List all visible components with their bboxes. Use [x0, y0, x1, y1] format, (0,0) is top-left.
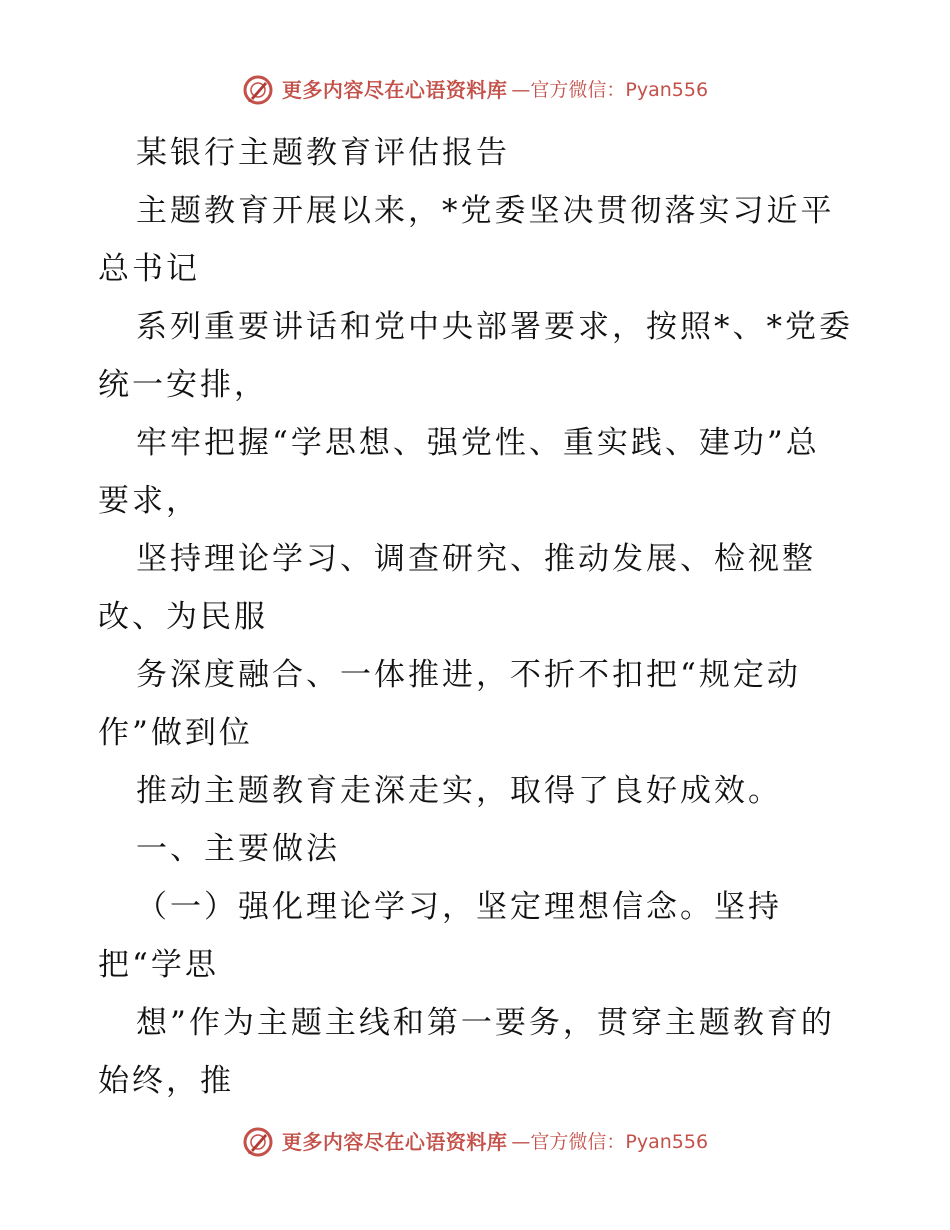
footer-watermark-main: 更多内容尽在心语资料库 — [281, 1130, 508, 1154]
subsection-heading: （一）强化理论学习，坚定理想信念。坚持 — [136, 889, 782, 925]
footer-watermark-contact: —官方微信：Pyan556 — [511, 1130, 709, 1153]
header-watermark-main: 更多内容尽在心语资料库 — [281, 78, 508, 102]
text-line: 务深度融合、一体推进，不折不扣把“规定动 — [136, 657, 801, 693]
text-line: 把“学思 — [98, 947, 219, 983]
text-line: 想”作为主题主线和第一要务，贯穿主题教育的 — [136, 1005, 835, 1041]
text-line: 改、为民服 — [98, 599, 268, 635]
header-watermark — [0, 74, 950, 106]
section-heading: 一、主要做法 — [136, 831, 340, 867]
text-line: 推动主题教育走深走实，取得了良好成效。 — [136, 773, 782, 809]
text-line: 主题教育开展以来，*党委坚决贯彻落实习近平 — [136, 193, 835, 229]
text-line: 总书记 — [98, 251, 200, 287]
text-line: 始终，推 — [98, 1063, 234, 1099]
text-line: 坚持理论学习、调查研究、推动发展、检视整 — [136, 541, 816, 577]
header-watermark-contact: —官方微信：Pyan556 — [511, 78, 709, 101]
brush-circle-logo-icon — [242, 74, 274, 106]
text-line: 牢牢把握“学思想、强党性、重实践、建功”总 — [136, 425, 820, 461]
text-line: 统一安排， — [98, 367, 268, 403]
document-body — [98, 124, 858, 1110]
footer-watermark — [0, 1126, 950, 1158]
text-line: 系列重要讲话和党中央部署要求，按照*、*党委 — [136, 309, 853, 345]
text-line: 要求， — [98, 483, 200, 519]
text-line: 作”做到位 — [98, 715, 253, 751]
brush-circle-logo-icon — [242, 1126, 274, 1158]
document-title: 某银行主题教育评估报告 — [136, 135, 510, 171]
